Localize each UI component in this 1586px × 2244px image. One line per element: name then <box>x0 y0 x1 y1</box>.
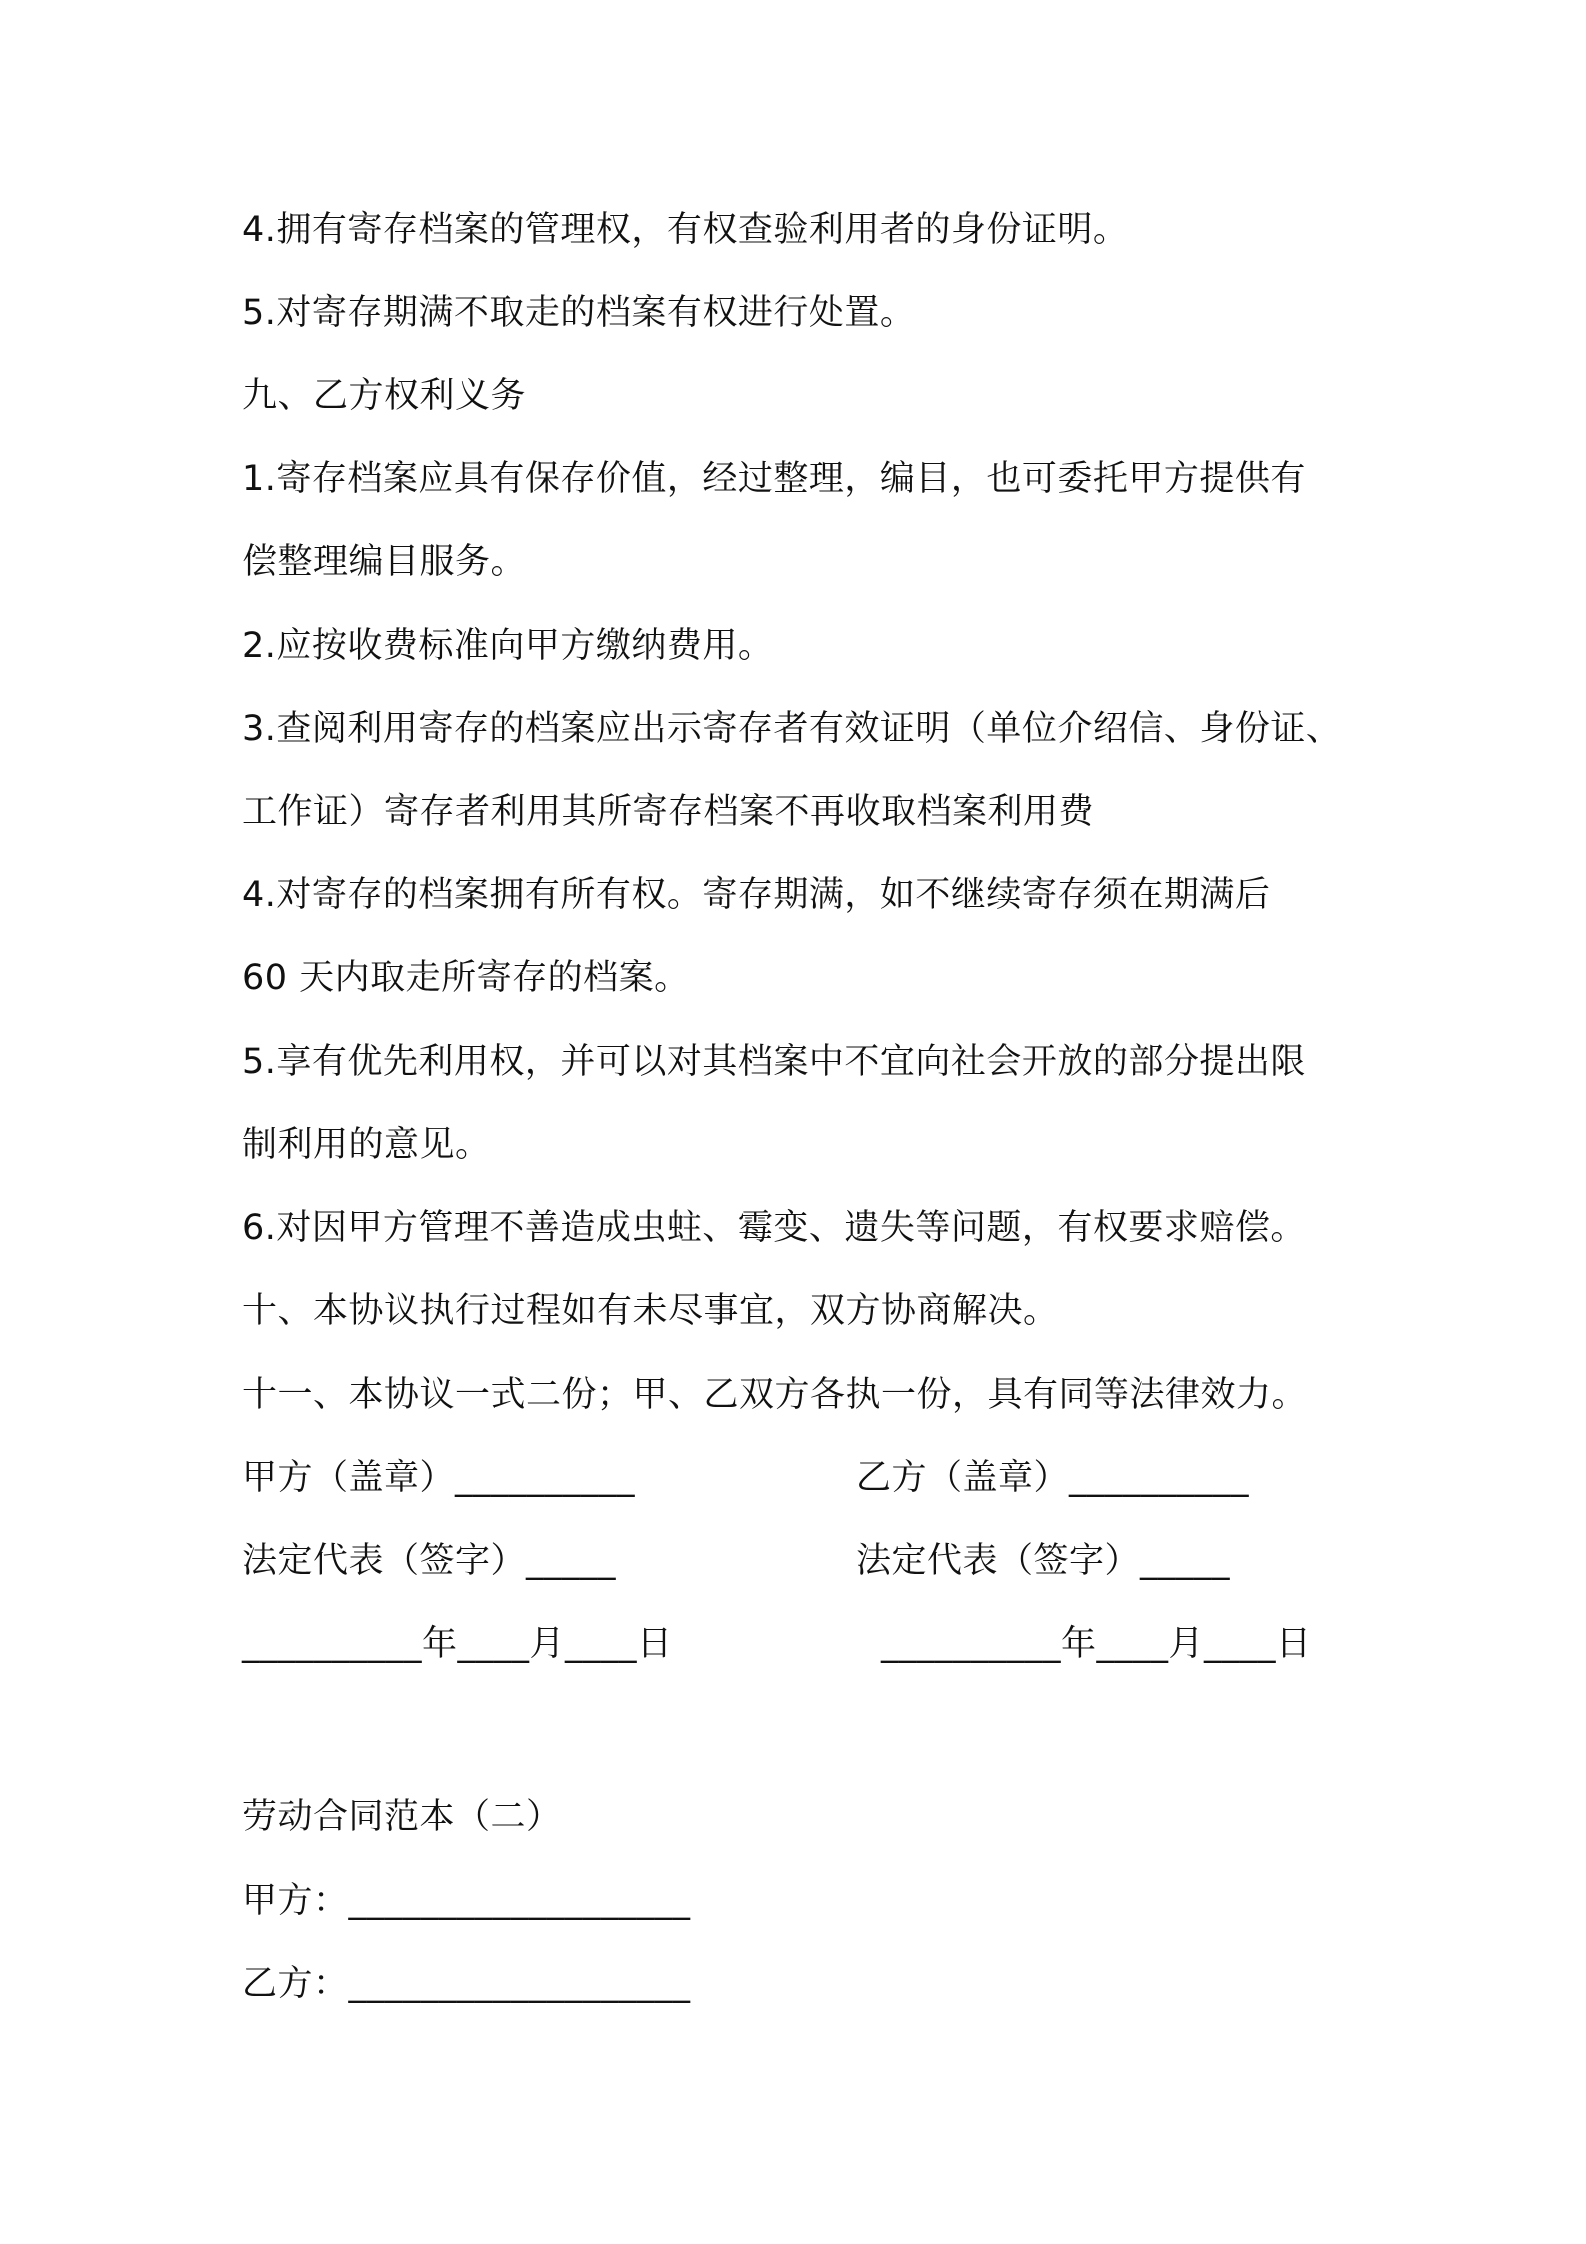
party-a-name-field: 甲方：___________________ <box>242 1881 691 1921</box>
clause-line: 2.应按收费标准向甲方缴纳费用。 <box>242 626 774 666</box>
clause-line: 1.寄存档案应具有保存价值，经过整理，编目，也可委托甲方提供有 <box>242 459 1306 499</box>
clause-line: 工作证）寄存者利用其所寄存档案不再收取档案利用费 <box>242 792 1095 832</box>
section-heading: 十一、本协议一式二份；甲、乙双方各执一份，具有同等法律效力。 <box>242 1375 1308 1415</box>
party-b-seal-field: 乙方（盖章）__________ <box>856 1458 1250 1498</box>
party-a-representative-field: 法定代表（签字）_____ <box>242 1541 617 1581</box>
clause-line: 偿整理编目服务。 <box>242 542 527 582</box>
party-b-name-field: 乙方：___________________ <box>242 1964 691 2004</box>
party-a-date-field: __________年____月____日 <box>242 1624 673 1664</box>
clause-line: 6.对因甲方管理不善造成虫蛀、霉变、遗失等问题，有权要求赔偿。 <box>242 1208 1306 1248</box>
clause-line: 4.拥有寄存档案的管理权，有权查验利用者的身份证明。 <box>242 210 1129 250</box>
clause-line: 4.对寄存的档案拥有所有权。寄存期满，如不继续寄存须在期满后 <box>242 875 1271 915</box>
party-b-representative-field: 法定代表（签字）_____ <box>856 1541 1231 1581</box>
party-b-date-field: __________年____月____日 <box>881 1624 1312 1664</box>
clause-line: 60 天内取走所寄存的档案。 <box>242 958 690 998</box>
clause-line: 5.享有优先利用权，并可以对其档案中不宜向社会开放的部分提出限 <box>242 1042 1306 1082</box>
section-heading: 十、本协议执行过程如有未尽事宜，双方协商解决。 <box>242 1291 1059 1331</box>
clause-line: 制利用的意见。 <box>242 1125 491 1165</box>
section-heading: 九、乙方权利义务 <box>242 376 527 416</box>
section-title: 劳动合同范本（二） <box>242 1797 562 1837</box>
clause-line: 3.查阅利用寄存的档案应出示寄存者有效证明（单位介绍信、身份证、 <box>242 709 1342 749</box>
party-a-seal-field: 甲方（盖章）__________ <box>242 1458 636 1498</box>
clause-line: 5.对寄存期满不取走的档案有权进行处置。 <box>242 293 916 333</box>
